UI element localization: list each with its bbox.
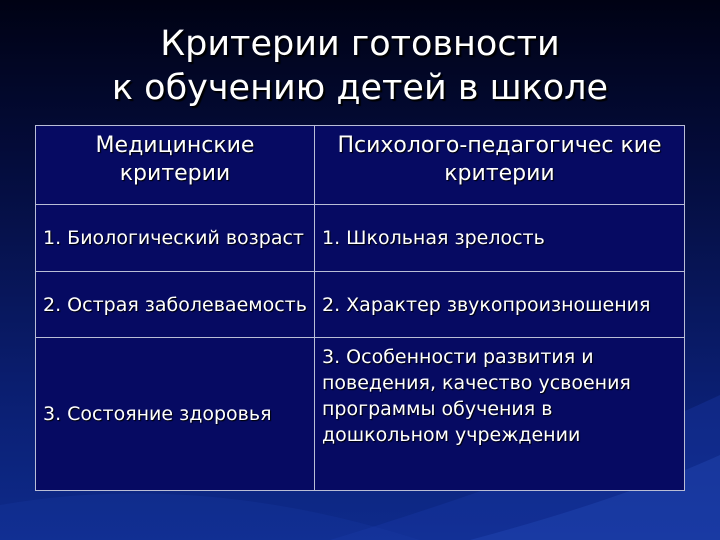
- table-row: [36, 272, 685, 338]
- title-line-1: Критерии готовности: [160, 24, 560, 64]
- table-row: [36, 205, 685, 272]
- table-cell: 3. Состояние здоровья: [36, 338, 315, 491]
- table-cell: 2. Характер звукопроизношения: [315, 272, 685, 338]
- table-cell: 3. Особенности развития и поведения, качество усвоения программы обучения в дошкольном учреждении: [315, 338, 685, 491]
- table-cell: 1. Школьная зрелость: [315, 205, 685, 272]
- slide-title: [0, 22, 720, 110]
- title-line-2: к обучению детей в школе: [111, 68, 609, 108]
- criteria-table: [35, 125, 685, 491]
- table-row: [36, 338, 685, 491]
- table-cell: 1. Биологический возраст: [36, 205, 315, 272]
- header-medical-criteria: Медицинские критерии: [36, 126, 315, 205]
- header-psych-pedagogical-criteria: Психолого-педагогичес кие критерии: [315, 126, 685, 205]
- table-cell: 2. Острая заболеваемость: [36, 272, 315, 338]
- table-header-row: [36, 126, 685, 205]
